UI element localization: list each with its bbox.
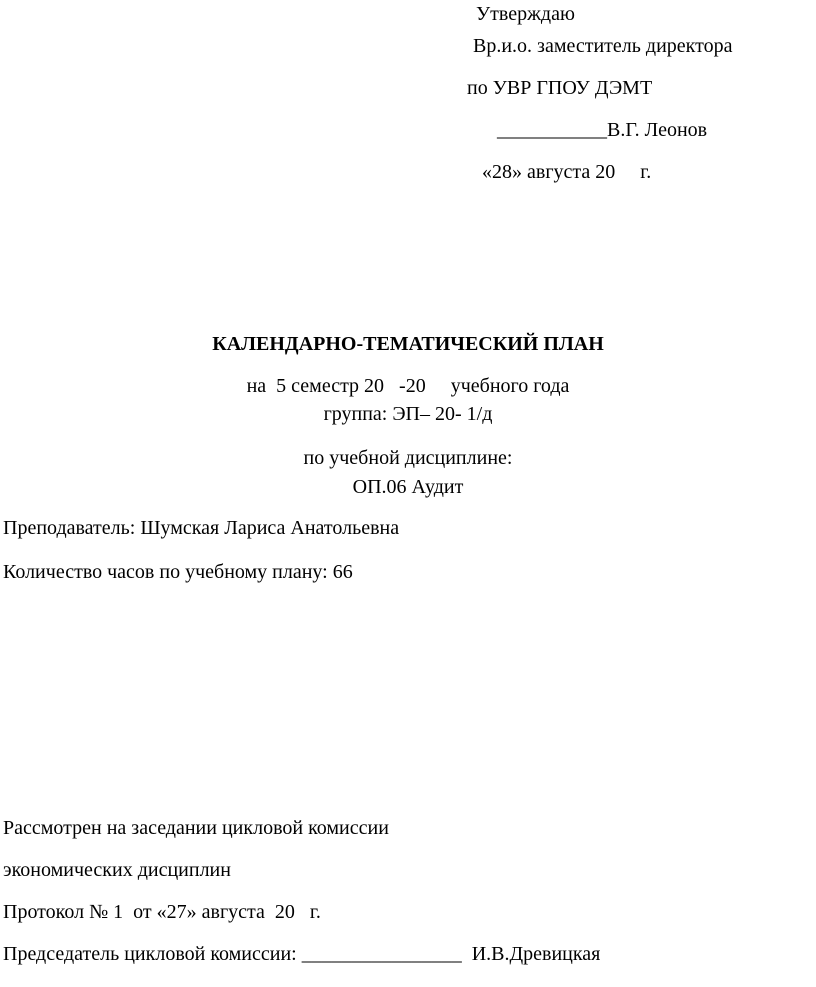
approval-heading: Утверждаю [476,3,575,25]
semester-line: на 5 семестр 20 -20 учебного года [246,375,570,397]
commission-line-2: экономических дисциплин [3,859,231,881]
approver-signature: ___________В.Г. Леонов [497,119,708,141]
approver-organization: по УВР ГПОУ ДЭМТ [467,77,653,99]
document-title: КАЛЕНДАРНО-ТЕМАТИЧЕСКИЙ ПЛАН [212,333,604,355]
teacher-line: Преподаватель: Шумская Лариса Анатольевна [3,517,400,539]
protocol-line: Протокол № 1 от «27» августа 20 г. [3,901,321,923]
discipline-label: по учебной дисциплине: [303,447,513,469]
commission-line-1: Рассмотрен на заседании цикловой комиссии [3,817,389,839]
chair-line: Председатель цикловой комиссии: ________________ И.В.Древицкая [3,943,601,965]
hours-line: Количество часов по учебному плану: 66 [3,561,353,583]
group-line: группа: ЭП– 20- 1/д [323,403,493,425]
discipline-name: ОП.06 Аудит [352,476,464,498]
approver-position: Вр.и.о. заместитель директора [473,35,733,57]
approval-date: «28» августа 20 г. [482,161,652,183]
